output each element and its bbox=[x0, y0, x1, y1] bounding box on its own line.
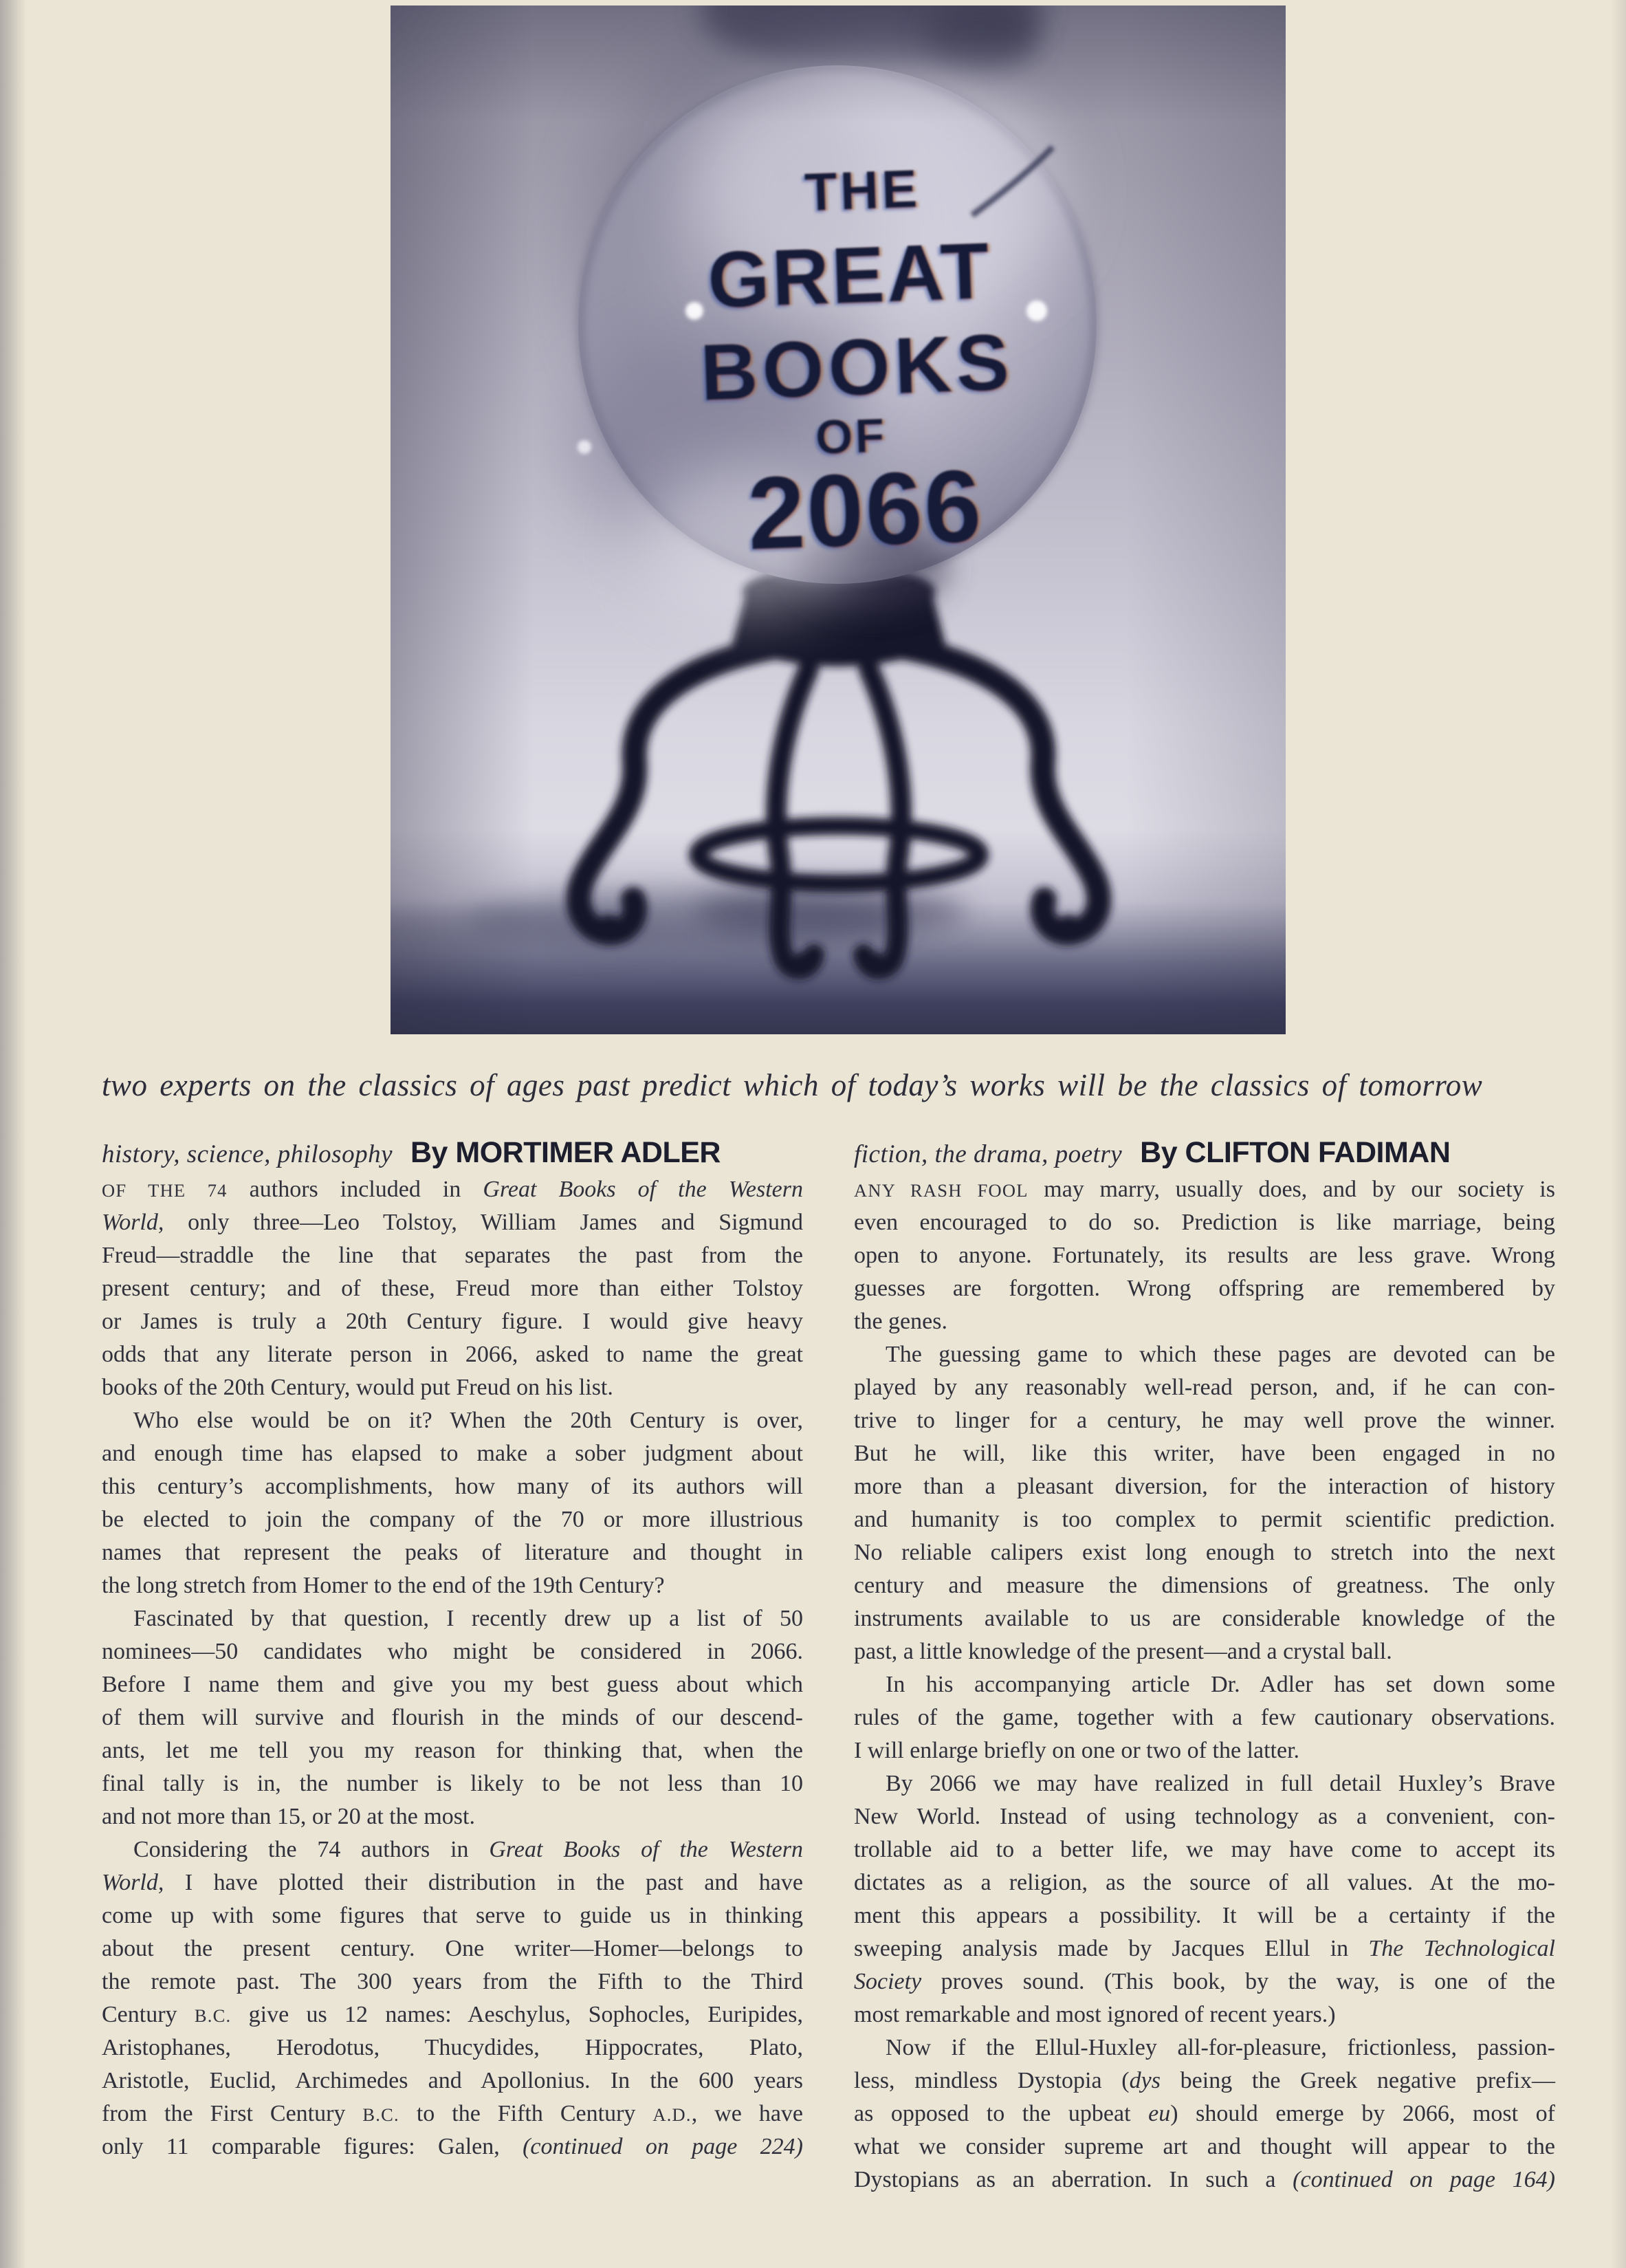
text-line bbox=[854, 1998, 1555, 2031]
text-line bbox=[854, 1833, 1555, 1866]
body-text: sweeping analysis made by Jacques Ellul in bbox=[854, 1936, 1369, 1961]
body-text: authors included in bbox=[227, 1177, 483, 1202]
body-text: By 2066 we may have realized in full detail Huxley’s Brave bbox=[886, 1771, 1555, 1796]
body-text: as opposed to the upbeat bbox=[854, 2101, 1149, 2126]
body-text: names that represent the peaks of literature and thought in bbox=[102, 1540, 803, 1565]
right-kicker: fiction, the drama, poetry bbox=[854, 1140, 1123, 1168]
body-text: and not more than 15, or 20 at the most. bbox=[102, 1804, 475, 1829]
text-line bbox=[102, 1635, 803, 1668]
body-text: Who else would be on it? When the 20th Century is over, bbox=[133, 1408, 803, 1433]
body-text: ) should emerge by 2066, most of bbox=[1170, 2101, 1555, 2126]
body-text: instruments available to us are considerable knowledge of the bbox=[854, 1606, 1555, 1631]
body-text: ment this appears a possibility. It will be a certainty if the bbox=[854, 1903, 1555, 1928]
text-line bbox=[854, 2130, 1555, 2163]
text-line bbox=[102, 1734, 803, 1767]
italic-text: dys bbox=[1129, 2068, 1161, 2093]
body-text: Fascinated by that question, I recently drew up a list of 50 bbox=[133, 1606, 803, 1631]
body-text: give us 12 names: Aeschylus, Sophocles, Euripides, bbox=[231, 2002, 803, 2027]
body-text: final tally is in, the number is likely to be not less than 10 bbox=[102, 1771, 803, 1796]
text-line bbox=[102, 1239, 803, 1272]
body-text: proves sound. (This book, by the way, is one of the bbox=[921, 1969, 1555, 1994]
text-line bbox=[854, 2163, 1555, 2196]
text-line bbox=[102, 1371, 803, 1404]
body-text: past, a little knowledge of the present—and a crystal ball. bbox=[854, 1639, 1392, 1664]
text-line bbox=[102, 1272, 803, 1305]
left-column-text bbox=[102, 1173, 803, 2163]
text-line bbox=[102, 1206, 803, 1239]
body-text: New World. Instead of using technology as a convenient, con- bbox=[854, 1804, 1555, 1829]
body-text: this century’s accomplishments, how many of its authors will bbox=[102, 1474, 803, 1499]
body-text: Aristotle, Euclid, Archimedes and Apollonius. In the 600 years bbox=[102, 2068, 803, 2093]
right-column-text bbox=[854, 1173, 1555, 2196]
body-text: present century; and of these, Freud more than either Tolstoy bbox=[102, 1276, 803, 1301]
italic-text: Society bbox=[854, 1969, 922, 1994]
body-text: played by any reasonably well-read person, and, if he can con- bbox=[854, 1375, 1555, 1400]
body-text: open to anyone. Fortunately, its results are less grave. Wrong bbox=[854, 1243, 1555, 1268]
italic-text: World, bbox=[102, 1210, 164, 1235]
body-text: more than a pleasant diversion, for the interaction of history bbox=[854, 1474, 1555, 1499]
small-caps-text: ANY RASH FOOL bbox=[854, 1180, 1029, 1201]
text-line bbox=[854, 2097, 1555, 2130]
body-text: I have plotted their distribution in the past and have bbox=[164, 1870, 803, 1895]
body-text: Dystopians as an aberration. In such a bbox=[854, 2167, 1293, 2192]
body-text: Aristophanes, Herodotus, Thucydides, Hippocrates, Plato, bbox=[102, 2035, 803, 2060]
body-text: being the Greek negative prefix— bbox=[1160, 2068, 1555, 2093]
text-line bbox=[854, 1305, 1555, 1338]
text-line bbox=[854, 1503, 1555, 1536]
text-line bbox=[102, 1800, 803, 1833]
text-line bbox=[102, 2130, 803, 2163]
body-text: Considering the 74 authors in bbox=[133, 1837, 490, 1862]
text-line bbox=[102, 1338, 803, 1371]
text-line bbox=[854, 1437, 1555, 1470]
text-line bbox=[102, 1305, 803, 1338]
right-byline: By CLIFTON FADIMAN bbox=[1140, 1136, 1451, 1169]
text-line bbox=[854, 1635, 1555, 1668]
text-line bbox=[102, 1173, 803, 1206]
body-text: and humanity is too complex to permit scientific prediction. bbox=[854, 1507, 1555, 1532]
text-line bbox=[854, 1272, 1555, 1305]
body-text: dictates as a religion, as the source of all values. At the mo- bbox=[854, 1870, 1555, 1895]
body-text: even encouraged to do so. Prediction is like marriage, being bbox=[854, 1210, 1555, 1235]
body-text: nominees—50 candidates who might be considered in 2066. bbox=[102, 1639, 803, 1664]
left-column-header bbox=[102, 1136, 721, 1170]
body-text: ants, let me tell you my reason for thinking that, when the bbox=[102, 1738, 803, 1763]
body-text: But he will, like this writer, have been engaged in no bbox=[854, 1441, 1555, 1466]
body-text: Now if the Ellul-Huxley all-for-pleasure, frictionless, passion- bbox=[886, 2035, 1555, 2060]
body-text: come up with some figures that serve to guide us in thinking bbox=[102, 1903, 803, 1928]
text-line bbox=[854, 1536, 1555, 1569]
text-line bbox=[854, 1701, 1555, 1734]
small-caps-text: OF THE 74 bbox=[102, 1180, 228, 1201]
text-line bbox=[854, 1338, 1555, 1371]
text-line bbox=[102, 1470, 803, 1503]
body-text: most remarkable and most ignored of recent years.) bbox=[854, 2002, 1336, 2027]
crystal-ball-photo bbox=[391, 6, 1286, 1034]
text-line bbox=[854, 1899, 1555, 1932]
text-line bbox=[854, 1800, 1555, 1833]
body-text: I will enlarge briefly on one or two of the latter. bbox=[854, 1738, 1300, 1763]
text-line bbox=[854, 1470, 1555, 1503]
text-line bbox=[854, 1371, 1555, 1404]
page-scan-edge-right bbox=[1611, 0, 1626, 2268]
body-text: may marry, usually does, and by our society is bbox=[1028, 1177, 1555, 1202]
body-text: what we consider supreme art and thought will appear to the bbox=[854, 2134, 1555, 2159]
body-text: century and measure the dimensions of greatness. The only bbox=[854, 1573, 1555, 1598]
body-text: trollable aid to a better life, we may have come to accept its bbox=[854, 1837, 1555, 1862]
text-line bbox=[854, 2031, 1555, 2064]
text-line bbox=[102, 1899, 803, 1932]
body-text: and enough time has elapsed to make a sober judgment about bbox=[102, 1441, 803, 1466]
text-line bbox=[102, 1866, 803, 1899]
article-subtitle: two experts on the classics of ages past predict which of today’s works will be the classics of tomorrow bbox=[102, 1068, 1483, 1102]
text-line bbox=[102, 2064, 803, 2097]
page-scan-edge-left bbox=[0, 0, 26, 2268]
body-text: rules of the game, together with a few cautionary observations. bbox=[854, 1705, 1555, 1730]
body-text: the genes. bbox=[854, 1309, 947, 1334]
body-text: to the Fifth Century bbox=[399, 2101, 653, 2126]
text-line bbox=[854, 1668, 1555, 1701]
text-line bbox=[102, 1998, 803, 2031]
italic-text: The Technological bbox=[1368, 1936, 1555, 1961]
body-text: No reliable calipers exist long enough to stretch into the next bbox=[854, 1540, 1555, 1565]
body-text: the remote past. The 300 years from the Fifth to the Third bbox=[102, 1969, 803, 1994]
italic-text: (continued on page 164) bbox=[1293, 2167, 1555, 2192]
text-line bbox=[854, 1569, 1555, 1602]
body-text: about the present century. One writer—Homer—belongs to bbox=[102, 1936, 803, 1961]
body-text: the long stretch from Homer to the end of the 19th Century? bbox=[102, 1573, 665, 1598]
italic-text: (continued on page 224) bbox=[523, 2134, 803, 2159]
italic-text: eu bbox=[1148, 2101, 1171, 2126]
body-text: odds that any literate person in 2066, asked to name the great bbox=[102, 1342, 803, 1367]
text-line bbox=[854, 1602, 1555, 1635]
body-text: from the First Century bbox=[102, 2101, 363, 2126]
text-line bbox=[102, 1437, 803, 1470]
body-text: or James is truly a 20th Century figure. I would give heavy bbox=[102, 1309, 803, 1334]
body-text: Century bbox=[102, 2002, 195, 2027]
italic-text: Great Books of the Western bbox=[489, 1837, 803, 1862]
text-line bbox=[102, 2031, 803, 2064]
text-line bbox=[102, 1668, 803, 1701]
body-text: only 11 comparable figures: Galen, bbox=[102, 2134, 523, 2159]
body-text: trive to linger for a century, he may well prove the winner. bbox=[854, 1408, 1555, 1433]
body-text: , we have bbox=[691, 2101, 804, 2126]
left-byline: By MORTIMER ADLER bbox=[410, 1136, 721, 1169]
body-text: guesses are forgotten. Wrong offspring are remembered by bbox=[854, 1276, 1555, 1301]
body-text: less, mindless Dystopia ( bbox=[854, 2068, 1130, 2093]
italic-text: Great Books of the Western bbox=[483, 1177, 803, 1202]
text-line bbox=[854, 2064, 1555, 2097]
text-line bbox=[102, 1404, 803, 1437]
text-line bbox=[854, 1206, 1555, 1239]
text-line bbox=[102, 1602, 803, 1635]
body-text: Freud—straddle the line that separates the past from the bbox=[102, 1243, 803, 1268]
body-text: Before I name them and give you my best guess about which bbox=[102, 1672, 803, 1697]
left-kicker: history, science, philosophy bbox=[102, 1140, 393, 1168]
text-line bbox=[854, 1173, 1555, 1206]
text-line bbox=[102, 1569, 803, 1602]
small-caps-text: B.C. bbox=[362, 2104, 399, 2125]
text-line bbox=[854, 1404, 1555, 1437]
text-line bbox=[102, 1767, 803, 1800]
text-line bbox=[102, 1965, 803, 1998]
text-line bbox=[102, 1833, 803, 1866]
body-text: The guessing game to which these pages are devoted can be bbox=[886, 1342, 1555, 1367]
small-caps-text: A.D. bbox=[652, 2104, 692, 2125]
text-line bbox=[854, 1932, 1555, 1965]
body-text: of them will survive and flourish in the minds of our descend- bbox=[102, 1705, 803, 1730]
text-line bbox=[854, 1965, 1555, 1998]
right-column-header bbox=[854, 1136, 1450, 1170]
text-line bbox=[102, 1701, 803, 1734]
small-caps-text: B.C. bbox=[194, 2005, 232, 2026]
text-line bbox=[854, 1767, 1555, 1800]
body-text: books of the 20th Century, would put Freud on his list. bbox=[102, 1375, 613, 1400]
text-line bbox=[854, 1239, 1555, 1272]
italic-text: World, bbox=[102, 1870, 164, 1895]
crystal-ball-photo-art bbox=[391, 6, 1286, 1034]
text-line bbox=[102, 2097, 803, 2130]
text-line bbox=[854, 1734, 1555, 1767]
text-line bbox=[854, 1866, 1555, 1899]
text-line bbox=[102, 1932, 803, 1965]
body-text: In his accompanying article Dr. Adler has set down some bbox=[886, 1672, 1555, 1697]
body-text: only three—Leo Tolstoy, William James and Sigmund bbox=[164, 1210, 803, 1235]
text-line bbox=[102, 1536, 803, 1569]
body-text: be elected to join the company of the 70 or more illustrious bbox=[102, 1507, 803, 1532]
text-line bbox=[102, 1503, 803, 1536]
